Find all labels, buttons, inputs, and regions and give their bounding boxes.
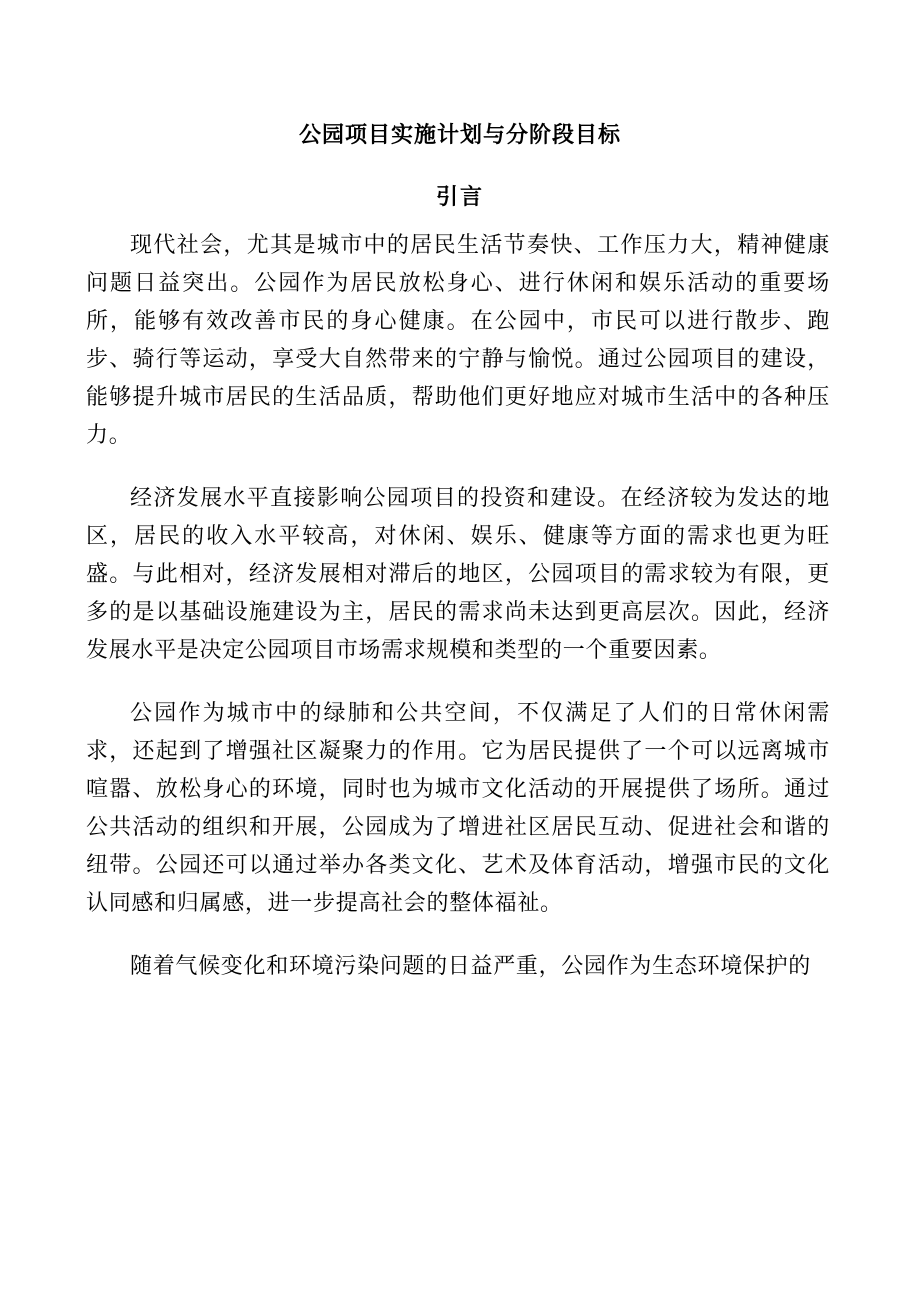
paragraph: 公园作为城市中的绿肺和公共空间，不仅满足了人们的日常休闲需求，还起到了增强社区凝聚力的作用。它为居民提供了一个可以远离城市喧嚣、放松身心的环境，同时也为城市文化活动的开展提供了场所。通过公共活动的组织和开展，公园成为了增进社区居民互动、促进社会和谐的纽带。公园还可以通过举办各类文化、艺术及体育活动，增强市民的文化认同感和归属感，进一步提高社会的整体福祉。 (86, 701, 830, 916)
section-heading-intro: 引言 (435, 184, 484, 210)
paragraph: 现代社会，尤其是城市中的居民生活节奏快、工作压力大，精神健康问题日益突出。公园作为居民放松身心、进行休闲和娱乐活动的重要场所，能够有效改善市民的身心健康。在公园中，市民可以进行散步、跑步、骑行等运动，享受大自然带来的宁静与愉悦。通过公园项目的建设，能够提升城市居民的生活品质，帮助他们更好地应对城市生活中的各种压力。 (86, 233, 830, 448)
document-title: 公园项目实施计划与分阶段目标 (298, 122, 621, 148)
paragraph: 经济发展水平直接影响公园项目的投资和建设。在经济较为发达的地区，居民的收入水平较高，对休闲、娱乐、健康等方面的需求也更为旺盛。与此相对，经济发展相对滞后的地区，公园项目的需求较为有限，更多的是以基础设施建设为主，居民的需求尚未达到更高层次。因此，经济发展水平是决定公园项目市场需求规模和类型的一个重要因素。 (86, 486, 830, 663)
document-body (86, 227, 830, 1011)
paragraph: 随着气候变化和环境污染问题的日益严重，公园作为生态环境保护的 (130, 954, 812, 979)
